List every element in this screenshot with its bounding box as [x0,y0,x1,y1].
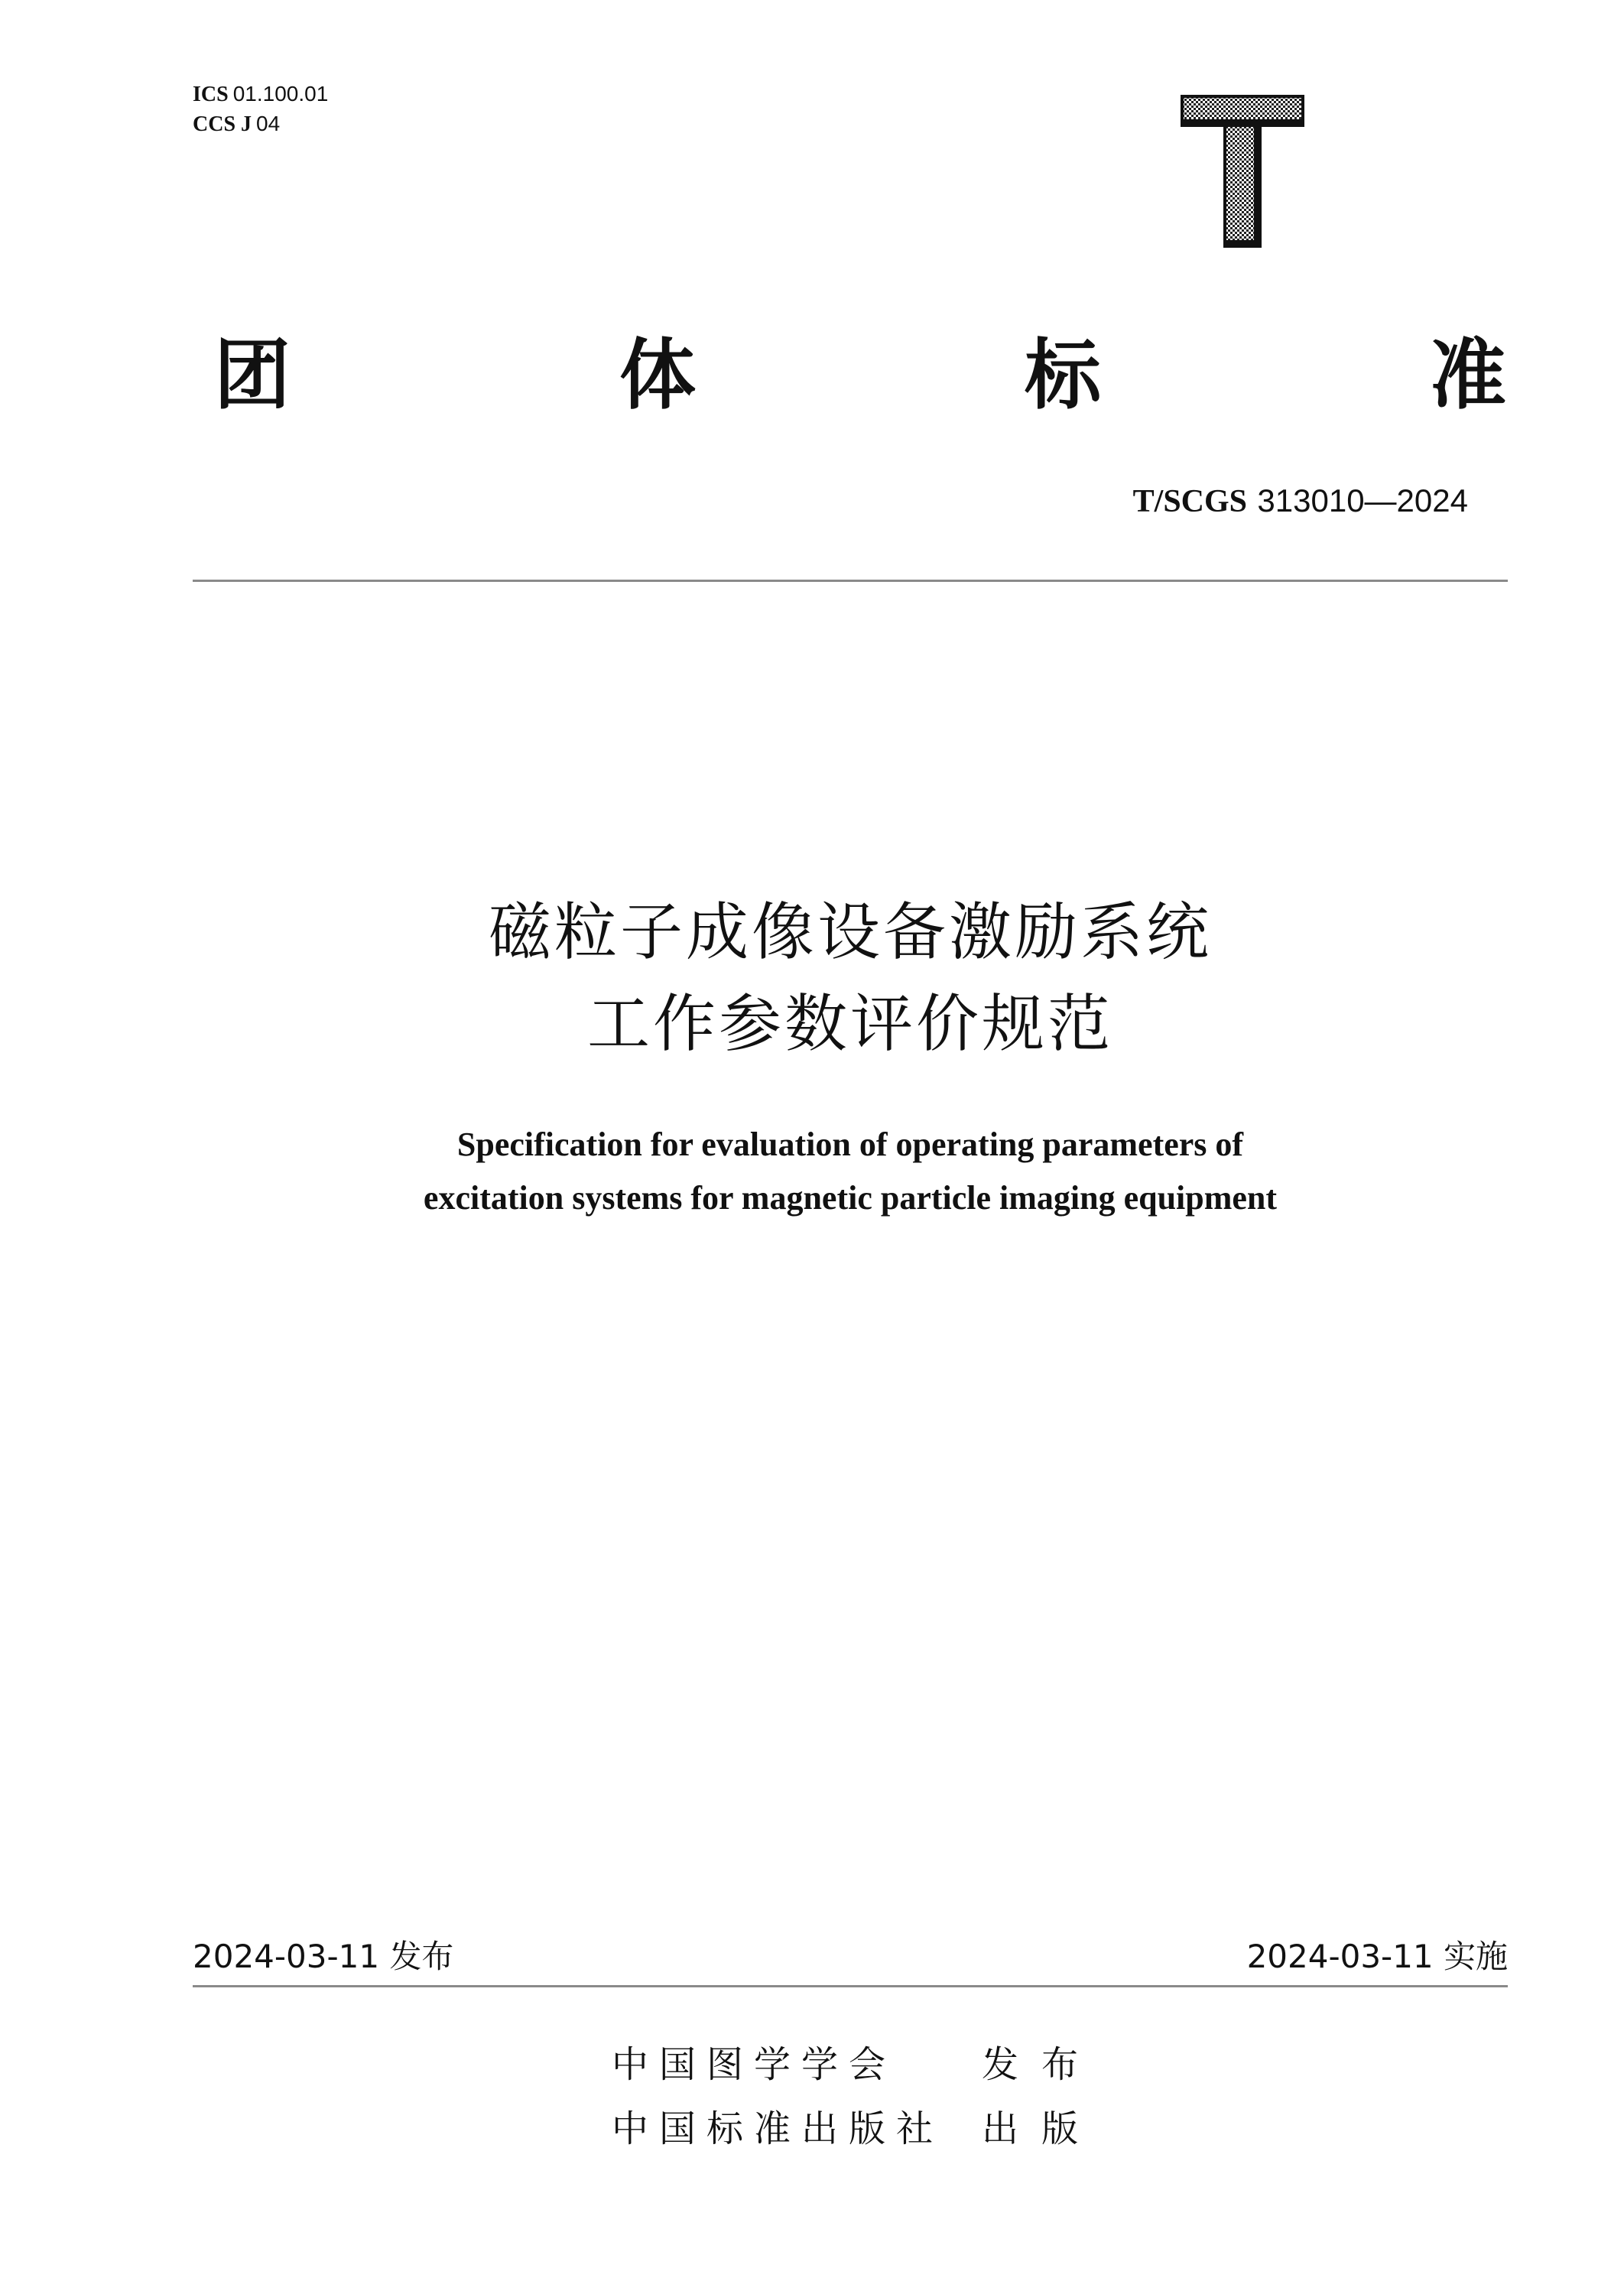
standard-type-t-logo [1177,92,1307,252]
issue-date: 2024-03-11 发布 [193,1938,454,1975]
standard-number-prefix: T/SCGS [1132,484,1248,519]
standard-number [918,480,1468,522]
header-divider [193,580,1508,582]
category-char: 标 [1025,330,1101,420]
implementation-date: 2024-03-11 实施 [1246,1938,1508,1975]
standard-number-value: 313010—2024 [1257,483,1468,518]
publisher-action: 出版 [981,2107,1101,2150]
ics-value: 01.100.01 [232,82,329,106]
category-char: 团 [214,330,291,420]
issuer-row [612,2034,1101,2088]
category-char: 体 [619,330,696,420]
english-title-line-2: excitation systems for magnetic particle imaging equipment [423,1179,1278,1217]
ccs-code [193,109,328,139]
issuer-organization: 中国图学学会 [612,2042,897,2086]
classification-codes [193,80,328,139]
standard-category-title [214,329,1506,421]
english-title [193,1118,1508,1225]
footer-divider [193,1985,1508,1987]
chinese-title [193,887,1508,1071]
publisher-organization: 中国标准出版社 [612,2107,944,2150]
category-char: 准 [1430,330,1506,420]
chinese-title-line-2: 工作参数评价规范 [586,988,1113,1061]
chinese-title-line-1: 磁粒子成像设备激励系统 [488,896,1212,969]
date-row [193,1932,1508,1977]
publisher-row [612,2098,1101,2152]
ics-code [193,80,328,109]
ics-label: ICS [193,83,229,106]
english-title-line-1: Specification for evaluation of operating parameters of [456,1126,1244,1163]
issuer-action: 发布 [981,2042,1101,2086]
ccs-value: 04 [256,112,281,135]
ccs-label: CCS J [193,112,252,136]
